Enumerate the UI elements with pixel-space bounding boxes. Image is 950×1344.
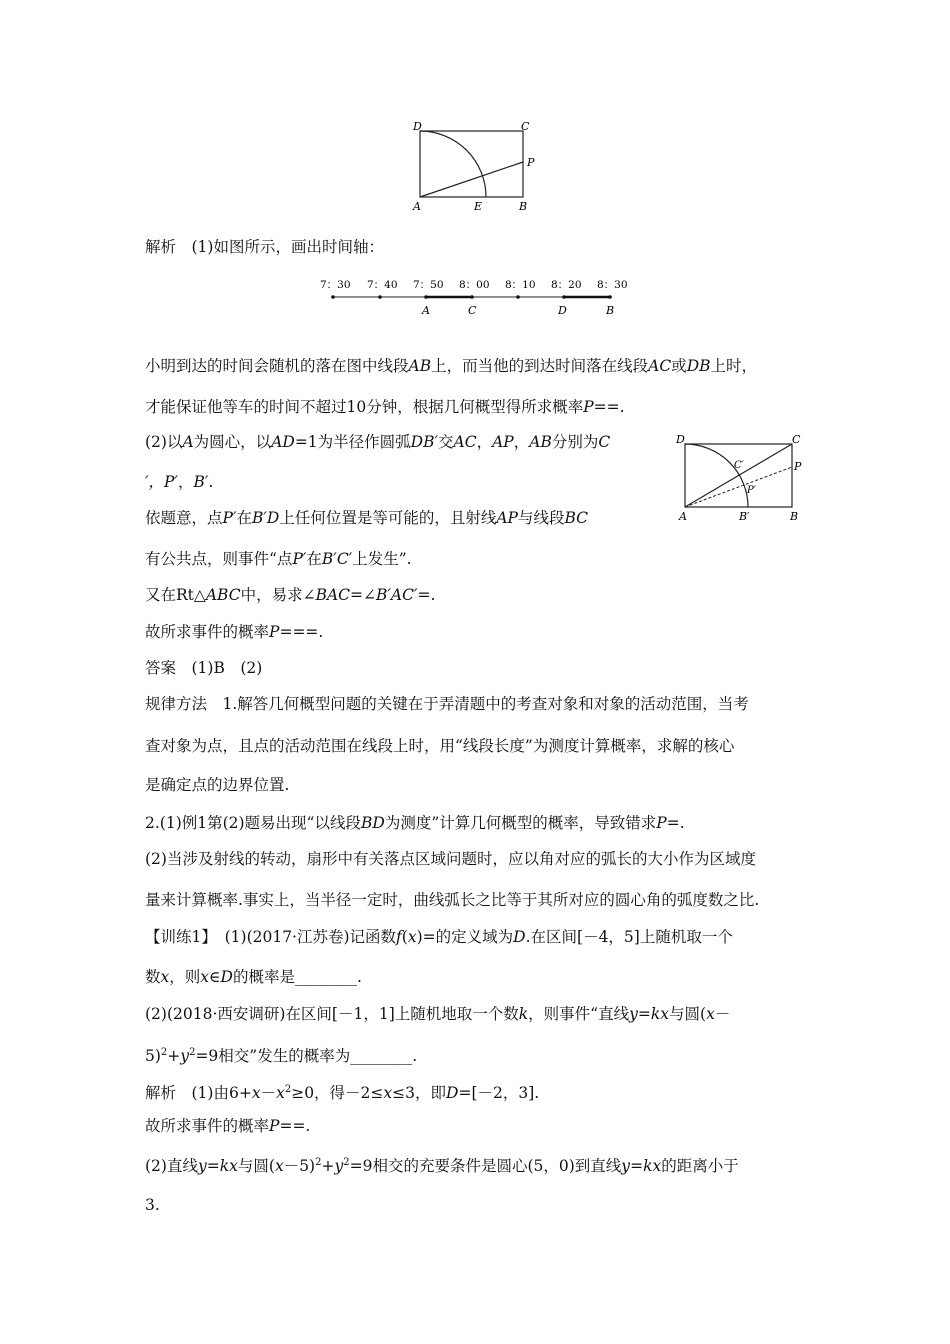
figure-rectangle-arc-dashed — [672, 430, 817, 525]
tick-label: 8：30 — [597, 279, 628, 291]
text-line: 才能保证他等车的时间不超过10分钟，根据几何概型得所求概率P==. — [145, 398, 625, 416]
text-line: ′，P′，B′. — [145, 473, 214, 491]
text-line: (2)直线y=kx与圆$(x-5)^2+y^2=9$相交的充要条件是圆心(5，0)到直线y=kx的距离小于 — [145, 1157, 739, 1176]
point-label: A — [422, 304, 430, 317]
label-E: E — [474, 200, 483, 213]
point-label: D — [558, 304, 567, 317]
text-line: 故所求事件的概率P===. — [145, 623, 324, 641]
label-D: D — [413, 120, 422, 133]
text-line: $5)^2+y^2=9$相交”发生的概率为________. — [145, 1047, 418, 1066]
answer-line: 答案 (1)B (2) — [145, 659, 263, 677]
tick-label: 8：20 — [551, 279, 582, 291]
label-P-prime: P′ — [747, 485, 756, 496]
text-line: 解析 (1)如图所示，画出时间轴： — [145, 238, 384, 256]
tick-label: 8：10 — [505, 279, 536, 291]
text-line: 小明到达的时间会随机的落在图中线段AB上，而当他的到达时间落在线段AC或DB上时， — [145, 357, 758, 375]
text-line: 故所求事件的概率P==. — [145, 1117, 311, 1135]
tick-label: 7：40 — [367, 279, 398, 291]
text-line: 规律方法 1.解答几何概型问题的关键在于弄清题中的考查对象和对象的活动范围，当考 — [145, 695, 749, 713]
label-D: D — [676, 433, 685, 446]
tick-label: 7：30 — [320, 279, 351, 291]
label-A: A — [679, 510, 687, 523]
label-C-prime: C′ — [734, 460, 744, 471]
label-B: B — [519, 200, 528, 213]
label-P: P — [527, 156, 535, 169]
text-line: (2)当涉及射线的转动，扇形中有关落点区域问题时，应以角对应的弧长的大小作为区域度 — [145, 850, 756, 868]
point-label: B — [606, 304, 615, 317]
tick-label: 8：00 — [459, 279, 490, 291]
label-C: C — [521, 120, 530, 133]
label-A: A — [413, 200, 421, 213]
label-B-prime: B′ — [739, 510, 750, 523]
text-line: 解析 (1)由$6+x-x^2\ge 0$，得－2≤x≤3，即D=[－2，3]. — [145, 1084, 540, 1103]
tick-label: 7：50 — [413, 279, 444, 291]
text-line: (2)(2018·西安调研)在区间[－1，1]上随机地取一个数k，则事件“直线y=kx与圆(x－ — [145, 1005, 731, 1023]
text-line: 又在Rt△ABC中，易求∠BAC=∠B′AC′=. — [145, 586, 436, 604]
label-B: B — [790, 510, 799, 523]
label-P: P — [794, 460, 802, 473]
text-line: 数x，则x∈D的概率是________. — [145, 968, 362, 986]
figure-timeline — [318, 272, 638, 322]
text-line: 是确定点的边界位置. — [145, 776, 290, 794]
text-line: 2.(1)例1第(2)题易出现“以线段BD为测度”计算几何概型的概率，导致错求P=. — [145, 814, 685, 832]
text-line: (2)以A为圆心，以AD=1为半径作圆弧DB′交AC，AP，AB分别为C — [145, 433, 611, 451]
text-line: 查对象为点，且点的活动范围在线段上时，用“线段长度”为测度计算概率，求解的核心 — [145, 737, 735, 755]
point-label: C — [468, 304, 477, 317]
figure-rectangle-arc — [405, 118, 555, 218]
text-line: 依题意，点P′在B′D上任何位置是等可能的，且射线AP与线段BC — [145, 509, 589, 527]
text-line: 3. — [145, 1196, 160, 1214]
text-line: 量来计算概率.事实上，当半径一定时，曲线弧长之比等于其所对应的圆心角的弧度数之比. — [145, 891, 760, 909]
text-line: 【训练1】 (1)(2017·江苏卷)记函数f(x)=的定义域为D.在区间[－4，5]上随机取一个 — [145, 928, 733, 946]
label-C: C — [792, 433, 801, 446]
text-line: 有公共点，则事件“点P′在B′C′上发生”. — [145, 550, 412, 568]
